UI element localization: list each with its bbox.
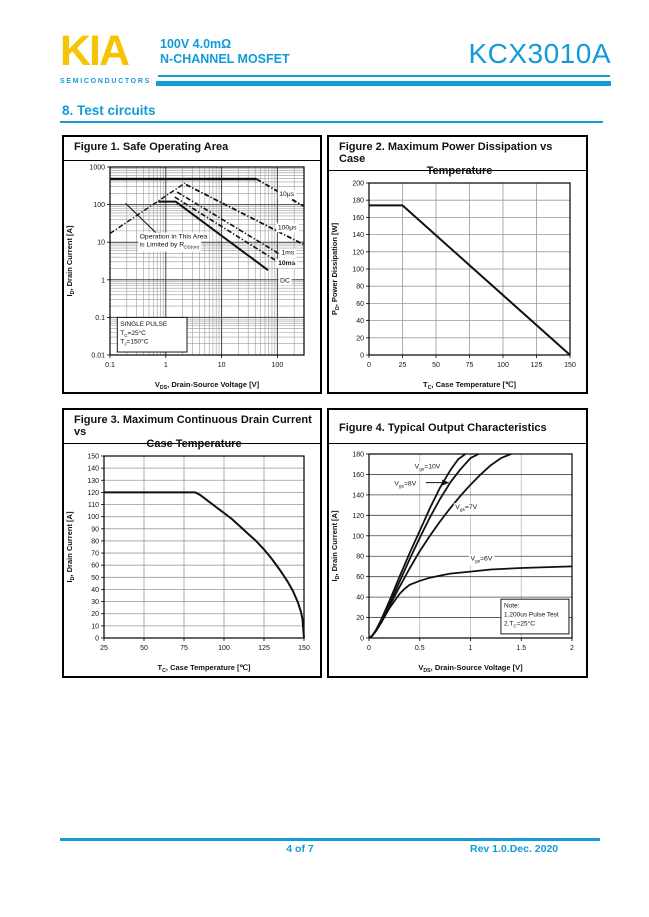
footer-rule (60, 838, 600, 841)
svg-text:0: 0 (367, 645, 371, 652)
curve-label: is Limited by $R_{DS(on)}$ (139, 241, 200, 251)
figure-4-title (329, 410, 586, 444)
svg-text:40: 40 (356, 594, 364, 602)
svg-text:20: 20 (356, 335, 364, 343)
svg-text:20: 20 (356, 615, 364, 623)
svg-text:150: 150 (298, 645, 310, 652)
figure-1 (62, 135, 322, 394)
svg-text:0: 0 (360, 635, 364, 643)
svg-text:100: 100 (218, 645, 230, 652)
header-rule-thick (156, 81, 611, 86)
curve-label: DC (280, 277, 290, 285)
svg-text:120: 120 (87, 489, 99, 497)
figure-3-title-line1: Figure 3. Maximum Continuous Drain Current vs (74, 414, 312, 438)
y-axis-title: $I_D$, Drain Current [A] (65, 225, 76, 297)
figure-4-title-text: Figure 4. Typical Output Characteristics (339, 421, 547, 434)
y-axis-title: $I_D$, Drain Current [A] (65, 511, 76, 583)
note-box-line: SINGLE PULSE (120, 320, 168, 328)
x-axis-title: $T_C$, Case Temperature [℃] (157, 663, 251, 674)
product-type: N-CHANNEL MOSFET (160, 52, 290, 66)
svg-text:200: 200 (352, 180, 364, 188)
x-axis-title: $T_C$, Case Temperature [℃] (423, 380, 516, 391)
figure-1-title-text: Figure 1. Safe Operating Area (74, 141, 229, 153)
x-axis-title: $V_{DS}$, Drain-Source Voltage [V] (154, 380, 260, 391)
figure-3-title-line2: Case Temperature (146, 438, 242, 450)
svg-text:50: 50 (432, 362, 440, 369)
figure-4-chart (329, 444, 586, 674)
svg-text:120: 120 (352, 512, 364, 520)
svg-text:0: 0 (367, 362, 371, 369)
figure-2-chart (329, 171, 586, 391)
svg-text:10: 10 (97, 239, 105, 247)
svg-text:0.01: 0.01 (91, 352, 105, 360)
product-voltage-rating: 100V 4.0mΩ (160, 37, 232, 51)
svg-text:80: 80 (356, 283, 364, 291)
curve-label: 1ms (281, 249, 295, 257)
svg-text:50: 50 (91, 574, 99, 582)
svg-text:1000: 1000 (89, 164, 105, 172)
figure-2-title-line2: Temperature (426, 165, 493, 177)
svg-text:125: 125 (530, 362, 543, 369)
svg-text:75: 75 (180, 645, 188, 652)
curve-label: $V_{gs}=6V$ (470, 555, 493, 565)
svg-text:2: 2 (570, 645, 574, 652)
svg-text:100: 100 (87, 514, 99, 522)
svg-text:20: 20 (91, 611, 99, 619)
logo-text: KIA (60, 27, 129, 75)
svg-text:30: 30 (91, 599, 99, 607)
curve-label: $V_{gs}=8V$ (394, 480, 417, 490)
svg-text:125: 125 (258, 645, 270, 652)
svg-text:100: 100 (352, 533, 364, 541)
curve-label: $V_{gs}=10V$ (414, 463, 441, 473)
revision-label: Rev 1.0.Dec. 2020 (470, 843, 559, 855)
svg-text:80: 80 (356, 553, 364, 561)
svg-text:25: 25 (398, 362, 407, 369)
svg-text:75: 75 (465, 362, 474, 369)
svg-text:60: 60 (356, 574, 364, 582)
header-rule-thin (158, 75, 610, 77)
svg-text:0: 0 (360, 352, 364, 360)
svg-text:0.5: 0.5 (414, 645, 425, 652)
svg-text:100: 100 (352, 266, 364, 274)
svg-text:160: 160 (352, 214, 364, 222)
svg-text:40: 40 (356, 318, 364, 326)
figure-3-chart (64, 444, 320, 674)
svg-text:80: 80 (91, 538, 99, 546)
figure-2-title-line1: Figure 2. Maximum Power Dissipation vs Case (339, 141, 553, 165)
svg-text:150: 150 (564, 362, 576, 369)
svg-text:10: 10 (91, 623, 99, 631)
section-title-underline (60, 121, 603, 123)
page-indicator: 4 of 7 (286, 843, 314, 855)
svg-text:60: 60 (356, 300, 364, 308)
x-axis-title: $V_{DS}$, Drain-Source Voltage [V] (418, 663, 523, 674)
figure-3-title (64, 410, 320, 450)
curve-label: 10μs (279, 190, 295, 198)
svg-text:100: 100 (497, 362, 509, 369)
svg-text:0: 0 (95, 635, 99, 643)
curve-label: 10ms (278, 260, 296, 268)
section-title: 8. Test circuits (62, 103, 156, 118)
note-box-line: Note: (503, 602, 520, 610)
svg-text:140: 140 (87, 465, 99, 473)
svg-text:160: 160 (352, 471, 364, 479)
svg-text:0.1: 0.1 (95, 314, 105, 322)
svg-text:100: 100 (93, 202, 105, 210)
svg-text:1: 1 (101, 277, 105, 285)
svg-text:1: 1 (468, 645, 473, 652)
svg-text:100: 100 (271, 362, 284, 369)
svg-text:25: 25 (100, 645, 108, 652)
svg-text:180: 180 (352, 451, 364, 459)
svg-text:180: 180 (352, 197, 364, 205)
svg-text:140: 140 (352, 232, 364, 240)
svg-text:0.1: 0.1 (105, 362, 115, 369)
svg-text:40: 40 (91, 586, 99, 594)
svg-text:70: 70 (91, 550, 99, 558)
part-number: KCX3010A (468, 38, 611, 69)
y-axis-title: $I_D$, Drain Current [A] (330, 510, 341, 582)
logo-subtext: SEMICONDUCTORS (60, 78, 151, 85)
figure-2-title (329, 137, 586, 177)
svg-text:50: 50 (140, 645, 148, 652)
curve-label: $V_{gs}=7V$ (455, 504, 478, 514)
note-box-line: $T_C=25^\circ C$ (120, 329, 146, 338)
svg-text:150: 150 (87, 453, 99, 461)
note-box-line: 1.200us Pulse Test (503, 611, 559, 619)
svg-text:10: 10 (217, 362, 226, 369)
svg-text:130: 130 (87, 477, 99, 485)
svg-text:1: 1 (163, 362, 168, 369)
figure-1-title (64, 137, 320, 161)
series-Vgs=7V (369, 454, 511, 638)
figure-4 (327, 408, 588, 678)
svg-text:120: 120 (352, 249, 364, 257)
figure-2 (327, 135, 588, 394)
figure-1-chart (64, 161, 320, 391)
curve-label: 100μs (277, 224, 297, 232)
svg-text:90: 90 (91, 526, 99, 534)
note-box-line: $2.T_C=25^\circ C$ (503, 620, 535, 629)
svg-text:1.5: 1.5 (516, 645, 527, 652)
svg-text:140: 140 (352, 492, 364, 500)
y-axis-title: $P_D$, Power Dissipation [W] (330, 222, 341, 316)
curve-label: Operation in This Area (139, 233, 208, 241)
note-box-line: $T_J=150^\circ C$ (120, 338, 149, 347)
figure-3 (62, 408, 322, 678)
product-info (160, 37, 290, 67)
svg-text:60: 60 (91, 562, 99, 570)
svg-text:110: 110 (87, 502, 99, 510)
kia-logo (60, 27, 151, 85)
